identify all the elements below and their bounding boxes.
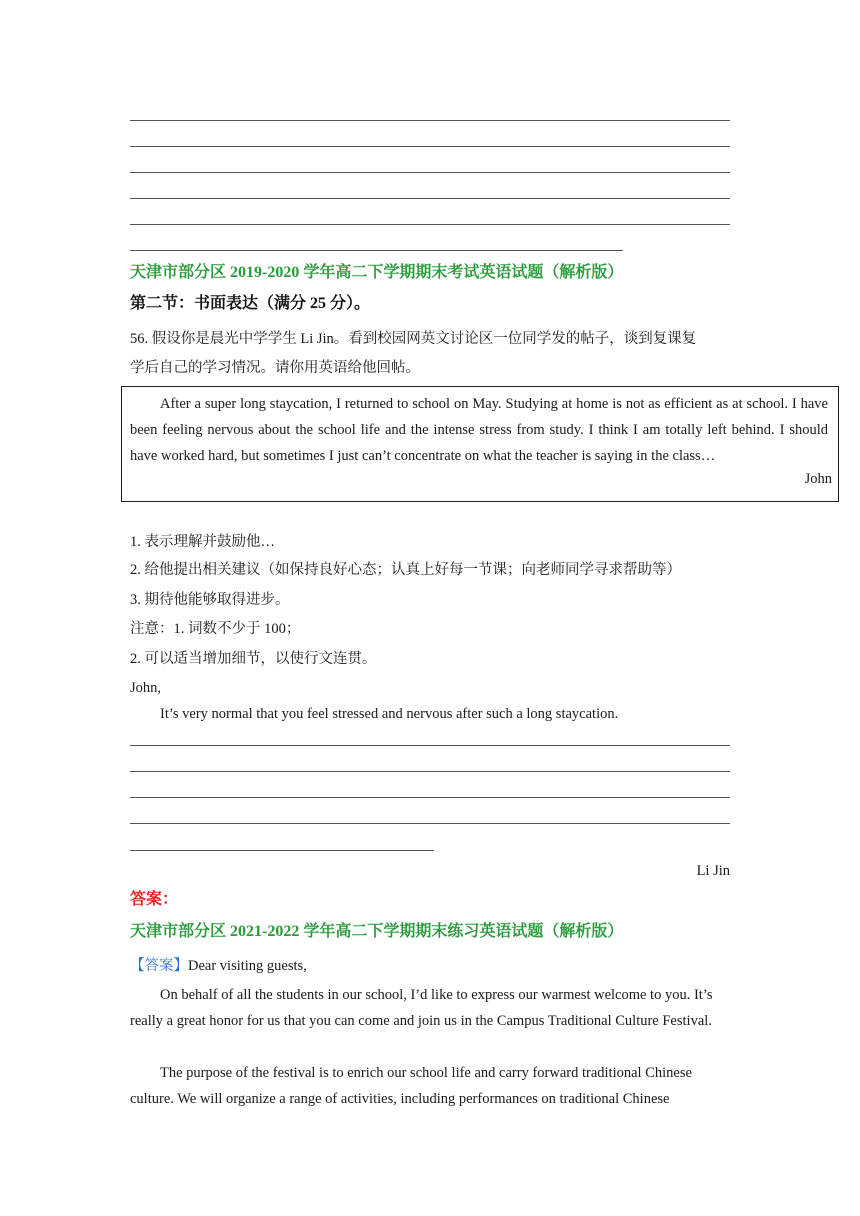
post-letter-text: After a super long staycation, I returned to school on May. Studying at home is not as efficient as at school. I have been feeling nervous about the school life and the intense stress from study. I think I am totally left behind. I should have worked hard, but sometimes I just can’t concentrate on what the teacher is saying in the class… (130, 396, 828, 464)
answer-tag: 【答案】 (130, 958, 188, 974)
writing-line (130, 850, 434, 851)
section-subtitle: 第二节：书面表达（满分 25 分）。 (130, 295, 371, 312)
answer-paragraph: On behalf of all the students in our school, I’d like to express our warmest welcome to you. It’s really a great honor for us that you can come and join us in the Campus Traditional Culture Festival. (130, 987, 713, 1029)
blank-line (130, 146, 730, 147)
answer-label: 答案： (130, 891, 179, 908)
blank-line (130, 224, 730, 225)
prompt-line: 56. 假设你是晨光中学学生 Li Jin。看到校园网英文讨论区一位同学发的帖子，谈到复课复 (130, 331, 697, 347)
post-letter-signature: John (804, 471, 832, 487)
answer-greeting-line (130, 956, 307, 976)
writing-line (130, 771, 730, 772)
writing-line (130, 797, 730, 798)
requirement-point: 1. 表示理解并鼓励他… (130, 534, 275, 550)
post-letter-box (121, 386, 839, 502)
opening-sentence: It’s very normal that you feel stressed and nervous after such a long staycation. (160, 706, 619, 722)
blank-line (130, 120, 730, 121)
writing-line (130, 823, 730, 824)
requirement-point: 2. 给他提出相关建议（如保持良好心态；认真上好每一节课；向老师同学寻求帮助等） (130, 562, 681, 578)
answer-greeting: Dear visiting guests, (188, 958, 307, 974)
section-title: 天津市部分区 2021-2022 学年高二下学期期末练习英语试题（解析版） (130, 923, 624, 940)
salutation: John, (130, 680, 162, 696)
blank-line (130, 172, 730, 173)
answer-paragraph: The purpose of the festival is to enrich our school life and carry forward traditional Chinese culture. We will organize a range of activities, including performances on traditional Chinese (130, 1065, 692, 1107)
note-line: 注意：1. 词数不少于 100； (130, 621, 301, 637)
section-title: 天津市部分区 2019-2020 学年高二下学期期末考试英语试题（解析版） (130, 264, 624, 281)
requirement-point: 3. 期待他能够取得进步。 (130, 592, 290, 608)
writing-line (130, 745, 730, 746)
blank-line (130, 198, 730, 199)
note-line: 2. 可以适当增加细节，以使行文连贯。 (130, 651, 377, 667)
reply-signature: Li Jin (696, 863, 730, 879)
blank-line (130, 250, 623, 251)
prompt-line: 学后自己的学习情况。请你用英语给他回帖。 (130, 360, 420, 376)
